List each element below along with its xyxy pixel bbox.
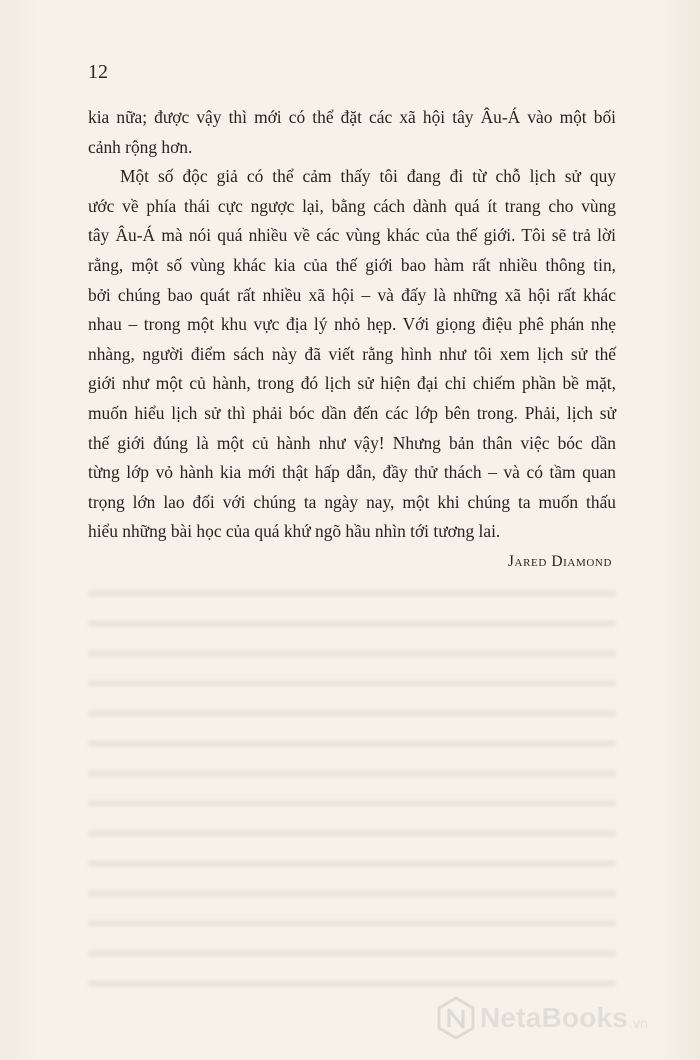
netabooks-watermark <box>436 996 648 1040</box>
text-line: cảnh rộng hơn. <box>88 136 193 157</box>
show-through-text <box>88 590 616 990</box>
author-signature: Jared Diamond <box>507 553 612 570</box>
text-line: từng lớp vỏ hành kia mới thật hấp dẫn, đầy thử thách – và có tầm quan <box>88 462 616 483</box>
page-number: 12 <box>88 61 108 83</box>
text-line: giới như một củ hành, trong đó lịch sử hiện đại chỉ chiếm phần bề mặt, <box>88 373 616 394</box>
text-line: trọng lớn lao đối với chúng ta ngày nay, một khi chúng ta muốn thấu <box>88 491 616 512</box>
text-line: hiểu những bài học của quá khứ ngõ hầu nhìn tới tương lai. <box>88 521 501 542</box>
watermark-brand: NetaBooks <box>480 1002 629 1033</box>
text-line: Một số độc giả có thể cảm thấy tôi đang đi từ chỗ lịch sử quy <box>120 166 616 187</box>
text-line: nhau – trong một khu vực địa lý nhỏ hẹp. Với giọng điệu phê phán nhẹ <box>88 314 616 335</box>
text-line: ước về phía thái cực ngược lại, bằng cách dành quá ít trang cho vùng <box>88 195 616 216</box>
text-line: kia nữa; được vậy thì mới có thể đặt các xã hội tây Âu-Á vào một bối <box>88 107 616 127</box>
body-text <box>88 103 616 547</box>
text-line: bởi chúng bao quát rất nhiều xã hội – và đấy là những xã hội rất khác <box>88 284 616 305</box>
text-line: thế giới đúng là một củ hành như vậy! Nhưng bản thân việc bóc dần <box>88 432 616 453</box>
text-line: nhàng, người điểm sách này đã viết rằng hình như tôi xem lịch sử thế <box>88 343 616 364</box>
text-line: tây Âu-Á mà nói quá nhiều về các vùng khác của thế giới. Tôi sẽ trả lời <box>88 225 616 246</box>
text-line: muốn hiểu lịch sử thì phải bóc dần đến các lớp bên trong. Phải, lịch sử <box>88 402 616 423</box>
netabooks-logo-icon <box>436 996 476 1040</box>
text-line: rằng, một số vùng khác kia của thế giới bao hàm rất nhiều thông tin, <box>88 254 616 275</box>
watermark-suffix: .vn <box>629 1015 648 1031</box>
